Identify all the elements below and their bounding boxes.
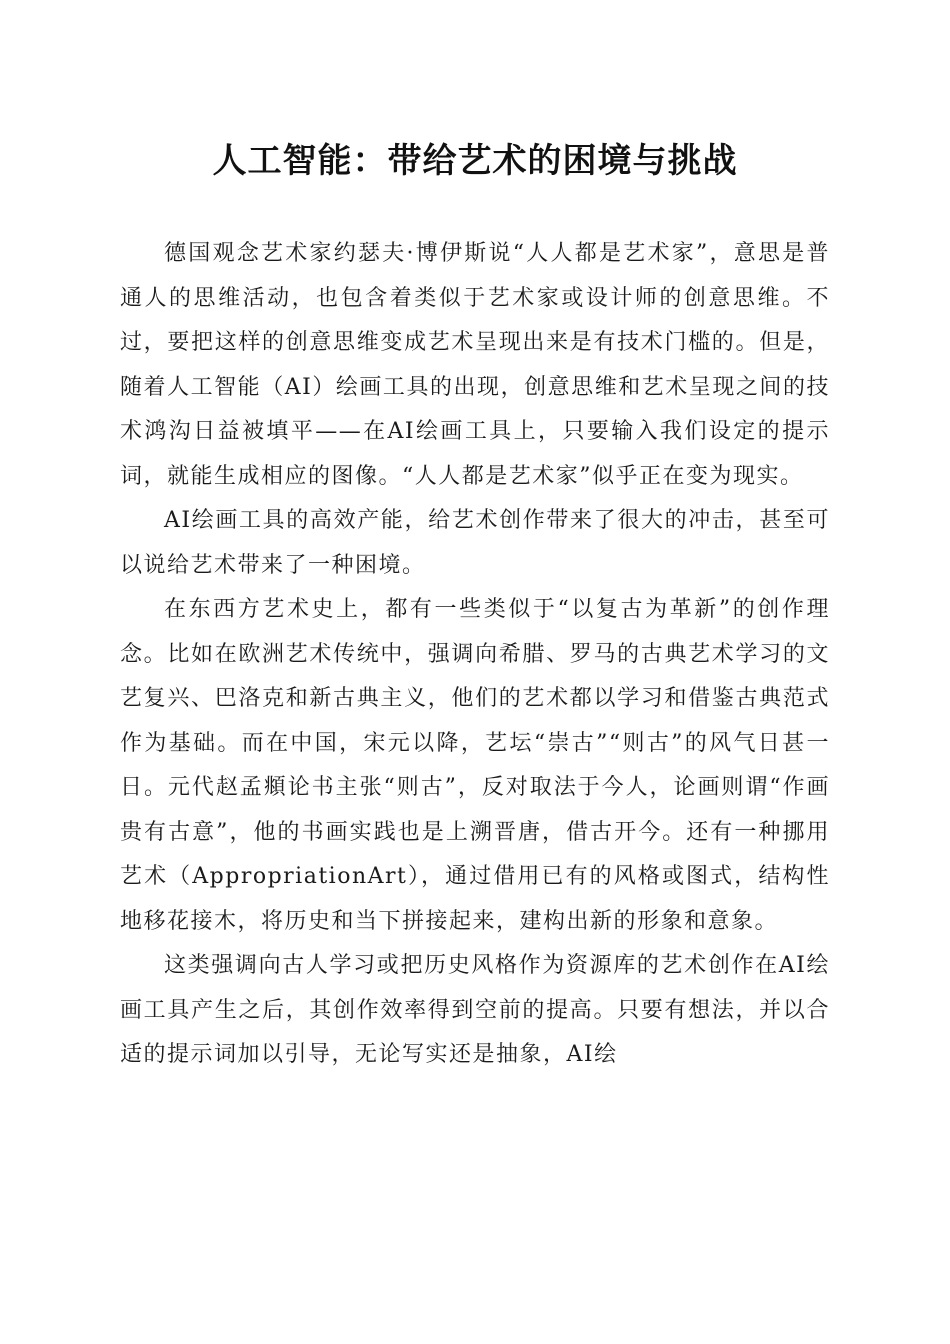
paragraph-4: 这类强调向古人学习或把历史风格作为资源库的艺术创作在AI绘画工具产生之后，其创作效率得到空前的提高。只要有想法，并以合适的提示词加以引导，无论写实还是抽象，AI绘 <box>120 953 830 1067</box>
paragraph-2: AI绘画工具的高效产能，给艺术创作带来了很大的冲击，甚至可以说给艺术带来了一种困境。 <box>120 508 830 578</box>
paragraph-1: 德国观念艺术家约瑟夫·博伊斯说“人人都是艺术家”，意思是普通人的思维活动，也包含着类似于艺术家或设计师的创意思维。不过，要把这样的创意思维变成艺术呈现出来是有技术门槛的。但是，随着人工智能（AI）绘画工具的出现，创意思维和艺术呈现之间的技术鸿沟日益被填平——在AI绘画工具上，只要输入我们设定的提示词，就能生成相应的图像。“人人都是艺术家”似乎正在变为现实。 <box>120 241 830 489</box>
paragraph-3: 在东西方艺术史上，都有一些类似于“以复古为革新”的创作理念。比如在欧洲艺术传统中，强调向希腊、罗马的古典艺术学习的文艺复兴、巴洛克和新古典主义，他们的艺术都以学习和借鉴古典范式作为基础。而在中国，宋元以降，艺坛“崇古”“则古”的风气日甚一日。元代赵孟頫论书主张“则古”，反对取法于今人，论画则谓“作画贵有古意”，他的书画实践也是上溯晋唐，借古开今。还有一种挪用艺术（AppropriationArt），通过借用已有的风格或图式，结构性地移花接木，将历史和当下拼接起来，建构出新的形象和意象。 <box>120 597 830 934</box>
article-body <box>120 232 830 1078</box>
article-title: 人工智能：带给艺术的困境与挑战 <box>212 141 738 181</box>
